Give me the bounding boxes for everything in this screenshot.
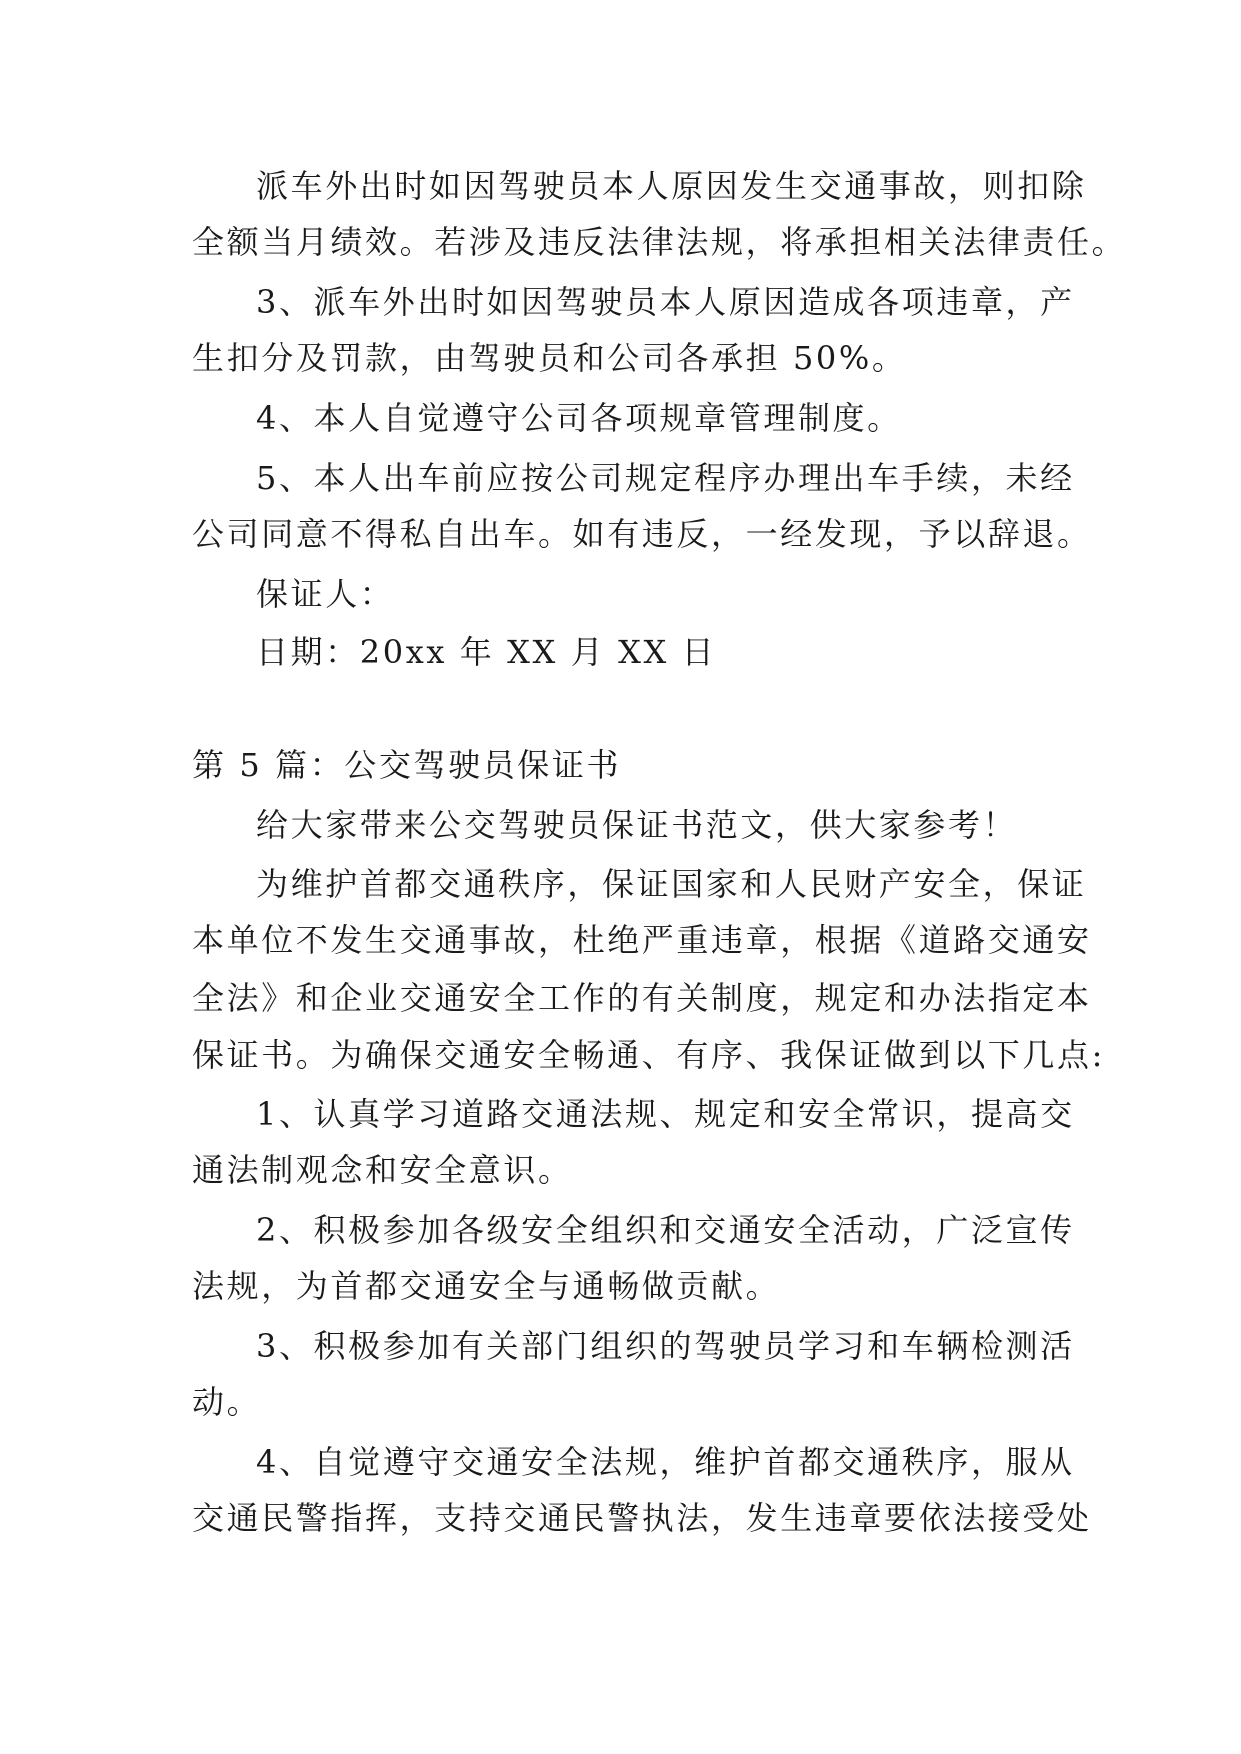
body-line: 生扣分及罚款，由驾驶员和公司各承担 50%。 [192,339,907,377]
body-line: 派车外出时如因驾驶员本人原因发生交通事故，则扣除 [256,167,1087,205]
section-title: 第 5 篇：公交驾驶员保证书 [192,746,622,784]
body-line: 交通民警指挥，支持交通民警执法，发生违章要依法接受处 [192,1499,1092,1537]
body-line: 保证书。为确保交通安全畅通、有序、我保证做到以下几点: [192,1036,1105,1074]
intro-line: 给大家带来公交驾驶员保证书范文，供大家参考！ [256,806,1018,844]
list-item-4: 4、本人自觉遵守公司各项规章管理制度。 [256,399,902,437]
guarantor-label: 保证人： [256,575,395,613]
list-item-3: 3、派车外出时如因驾驶员本人原因造成各项违章，产 [256,283,1075,321]
list-item-5: 5、本人出车前应按公司规定程序办理出车手续，未经 [256,459,1075,497]
list-item-2: 2、积极参加各级安全组织和交通安全活动，广泛宣传 [256,1211,1075,1249]
body-line: 通法制观念和安全意识。 [192,1151,573,1189]
body-line: 本单位不发生交通事故，杜绝严重违章，根据《道路交通安 [192,921,1092,959]
body-line: 动。 [192,1383,262,1421]
body-line: 全法》和企业交通安全工作的有关制度，规定和办法指定本 [192,979,1092,1017]
body-line: 法规，为首都交通安全与通畅做贡献。 [192,1267,781,1305]
list-item-4b: 4、自觉遵守交通安全法规，维护首都交通秩序，服从 [256,1443,1075,1481]
body-line: 全额当月绩效。若涉及违反法律法规，将承担相关法律责任。 [192,223,1127,261]
date-line: 日期：20xx 年 XX 月 XX 日 [256,633,717,671]
body-line: 为维护首都交通秩序，保证国家和人民财产安全，保证 [256,865,1087,903]
list-item-1: 1、认真学习道路交通法规、规定和安全常识，提高交 [256,1095,1075,1133]
list-item-3b: 3、积极参加有关部门组织的驾驶员学习和车辆检测活 [256,1327,1075,1365]
body-line: 公司同意不得私自出车。如有违反，一经发现，予以辞退。 [192,515,1092,553]
